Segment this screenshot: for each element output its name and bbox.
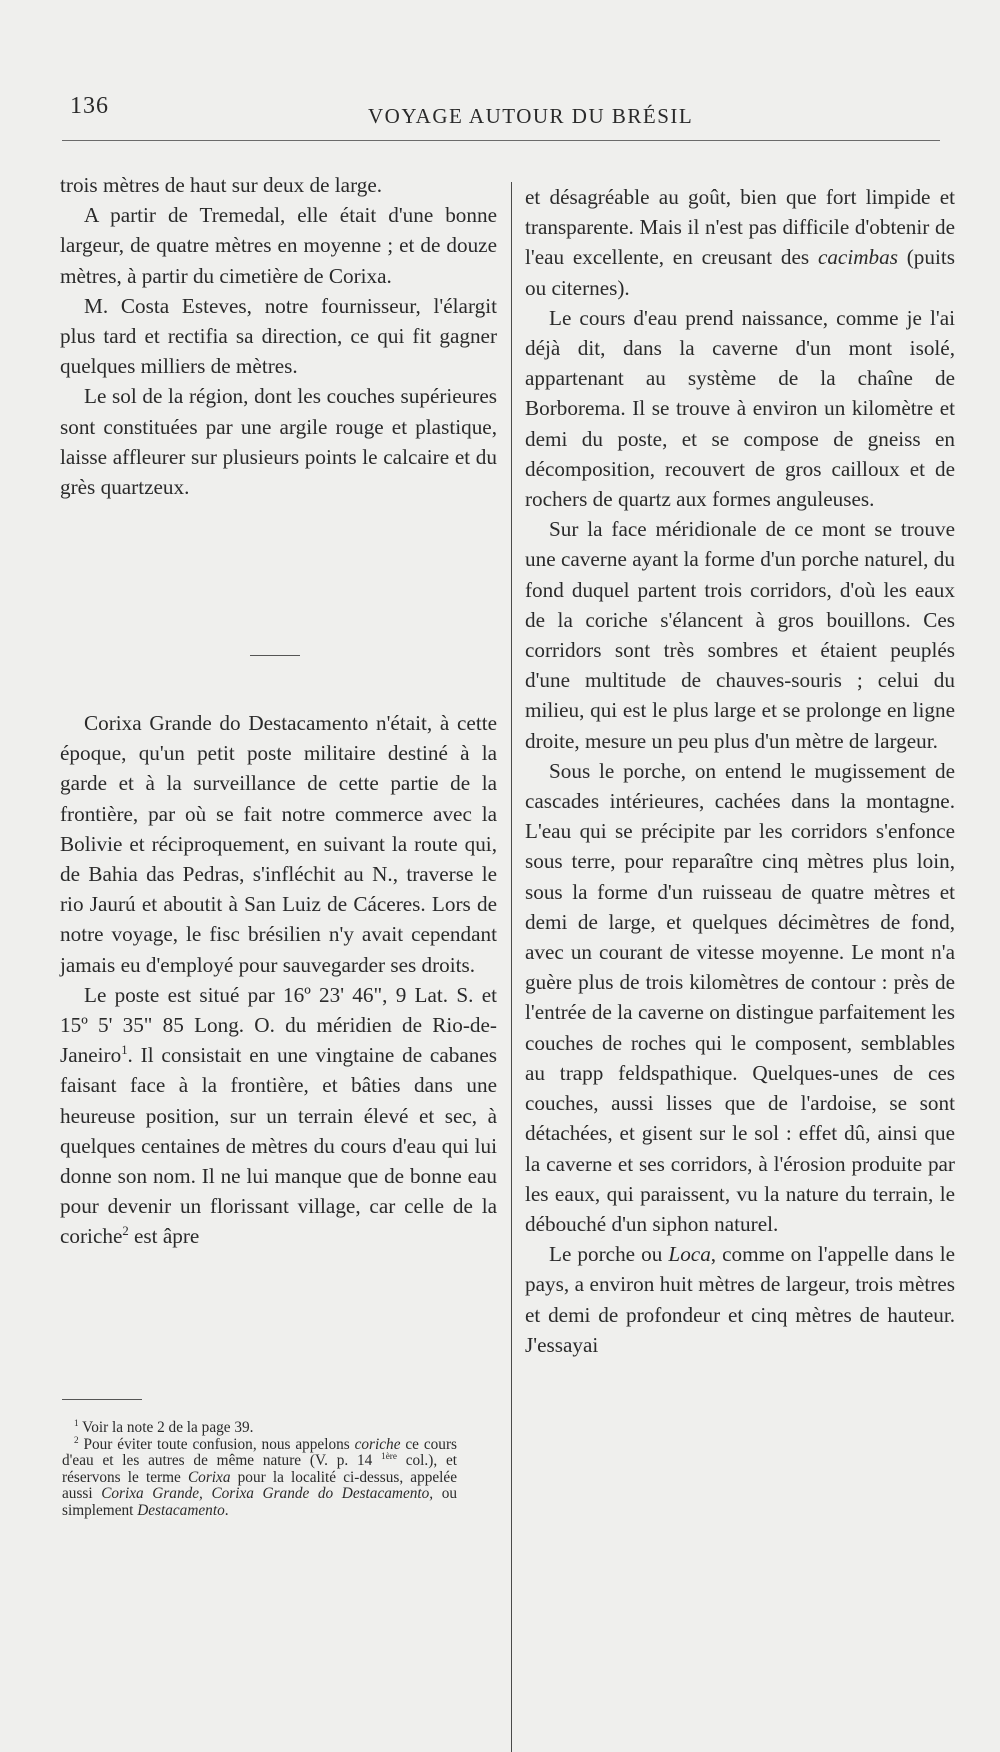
- footnotes: [62, 1417, 458, 1519]
- text-run: et désagréable au goût, bien que fort limpide et transparente. Mais il n'est pas difficile d'obtenir de l'eau excellente, en creusant des: [525, 185, 955, 270]
- italic-run: Loca: [668, 1242, 711, 1267]
- paragraph: M. Costa Esteves, notre fournisseur, l'élargit plus tard et rectifia sa direction, ce qui fit gagner quelques milliers de mètres.: [60, 293, 497, 379]
- paragraph: [60, 980, 497, 1252]
- paragraph: Sur la face méridionale de ce mont se trouve une caverne ayant la forme d'un porche naturel, du fond duquel partent trois corridors, d'où les eaux de la coriche s'élancent à gros bouillons. Ces corridors sont très sombres et étaient peuplés d'une multitude de chauves-souris ; celui du milieu, qui est le plus large et se prolonge en ligne droite, mesure un peu plus d'un mètre de largeur.: [525, 517, 955, 753]
- italic-run: cacimbas: [817, 245, 898, 270]
- text-run: Voir la note 2 de la page 39.: [82, 1419, 254, 1436]
- paragraph: [525, 1239, 955, 1360]
- left-column: [60, 170, 497, 1249]
- text-run: est âpre: [128, 1224, 200, 1249]
- footnote-mark: 2: [74, 1434, 79, 1445]
- paragraph: Le sol de la région, dont les couches supérieures sont constituées par une argile rouge et plastique, laisse affleurer sur plusieurs points le calcaire et du grès quartzeux.: [60, 384, 497, 500]
- footnote-ref: 1: [121, 1043, 128, 1058]
- paragraph: Sous le porche, on entend le mugissement de cascades intérieures, cachées dans la montagne. L'eau qui se précipite par les corridors s'enfonce sous terre, pour reparaître cinq mètres plus loin, sous la forme d'un ruisseau de quatre mètres et demi de large, et quelques décimètres de fond, avec un courant de vitesse moyenne. Le mont n'a guère plus de trois kilomètres de contour : près de l'entrée de la caverne on distingue parfaitement les couches de roches qui le composent, semblables au trapp feldspathique. Quelques-unes de ces couches, aussi lisses que de l'ardoise, se sont détachées, et gisent sur le sol : effet dû, ainsi que la caverne et ses corridors, à l'érosion produite par les eaux, qui paraissent, vu la nature du terrain, le débouché d'un siphon naturel.: [525, 758, 955, 1236]
- left-column-lower: [60, 708, 497, 1252]
- paragraph: trois mètres de haut sur deux de large.: [60, 173, 383, 197]
- paragraph: Le cours d'eau prend naissance, comme je l'ai déjà dit, dans la caverne d'un mont isolé, appartenant au système de la chaîne de Borborema. Il se trouve à environ un kilomètre et demi du poste, et se compose de gneiss en décomposition, recouvert de gros cailloux et de rochers de quartz aux formes anguleuses.: [525, 305, 955, 512]
- text-run: Le poste est situé par 16º 23' 46", 9 Lat. S. et 15º 5' 35" 85 Long. O. du méridien de Rio-de-Janeiro: [60, 982, 497, 1068]
- italic-run: Corixa Grande, Corixa Grande do Destacamento,: [101, 1485, 434, 1502]
- text-run: .: [224, 1501, 229, 1519]
- section-separator: [250, 655, 300, 656]
- text-run: , comme on l'appelle dans le pays, a environ huit mètres de largeur, trois mètres et demi de profondeur et cinq mètres de hauteur. J'essayai: [525, 1242, 955, 1357]
- footnote-1: [62, 1417, 457, 1437]
- italic-run: Corixa: [187, 1468, 231, 1486]
- header-rule: [62, 140, 940, 141]
- text-run: ce cours d'eau et les autres de même nature (V. p. 14: [62, 1435, 457, 1469]
- text-run: col.), et réservons le terme: [62, 1452, 457, 1486]
- italic-run: Destacamento: [137, 1501, 225, 1519]
- italic-run: coriche: [354, 1435, 401, 1453]
- footnote-2: [62, 1434, 458, 1520]
- text-run: . Il consistait en une vingtaine de cabanes faisant face à la frontière, et bâties dans une heureuse position, sur un terrain élevé et sec, à quelques centaines de mètres du cours d'eau qui lui donne son nom. Il ne lui manque que de bonne eau pour devenir un florissant village, car celle de la coriche: [60, 1043, 497, 1249]
- column-divider: [511, 182, 512, 1752]
- text-run: (puits ou citernes).: [525, 245, 955, 300]
- footnote-rule: [62, 1399, 142, 1400]
- text-run: ou simplement: [62, 1485, 458, 1519]
- page-number: 136: [70, 93, 109, 119]
- paragraph: A partir de Tremedal, elle était d'une bonne largeur, de quatre mètres en moyenne ; et de douze mètres, à partir du cimetière de Corixa.: [60, 203, 497, 288]
- footnote-ref: 2: [122, 1224, 129, 1239]
- running-title: VOYAGE AUTOUR DU BRÉSIL: [368, 104, 694, 128]
- paragraph: [525, 182, 955, 303]
- superscript: 1ère: [381, 1450, 397, 1461]
- text-run: Pour éviter toute confusion, nous appelons: [83, 1435, 355, 1453]
- text-run: pour la localité ci-dessus, appelée aussi: [62, 1468, 458, 1502]
- text-run: Le porche ou: [549, 1242, 669, 1267]
- footnote-mark: 1: [74, 1417, 79, 1428]
- paragraph: Corixa Grande do Destacamento n'était, à cette époque, qu'un petit poste militaire destiné à la garde et à la surveillance de cette partie de la frontière, par où se fait notre commerce avec la Bolivie et réciproquement, en suivant la route qui, de Bahia das Pedras, s'infléchit au N., traverse le rio Jaurú et aboutit à San Luiz de Cáceres. Lors de notre voyage, le fisc brésilien n'y avait cependant jamais eu d'employé pour sauvegarder ses droits.: [60, 711, 497, 977]
- right-column: [525, 182, 955, 1360]
